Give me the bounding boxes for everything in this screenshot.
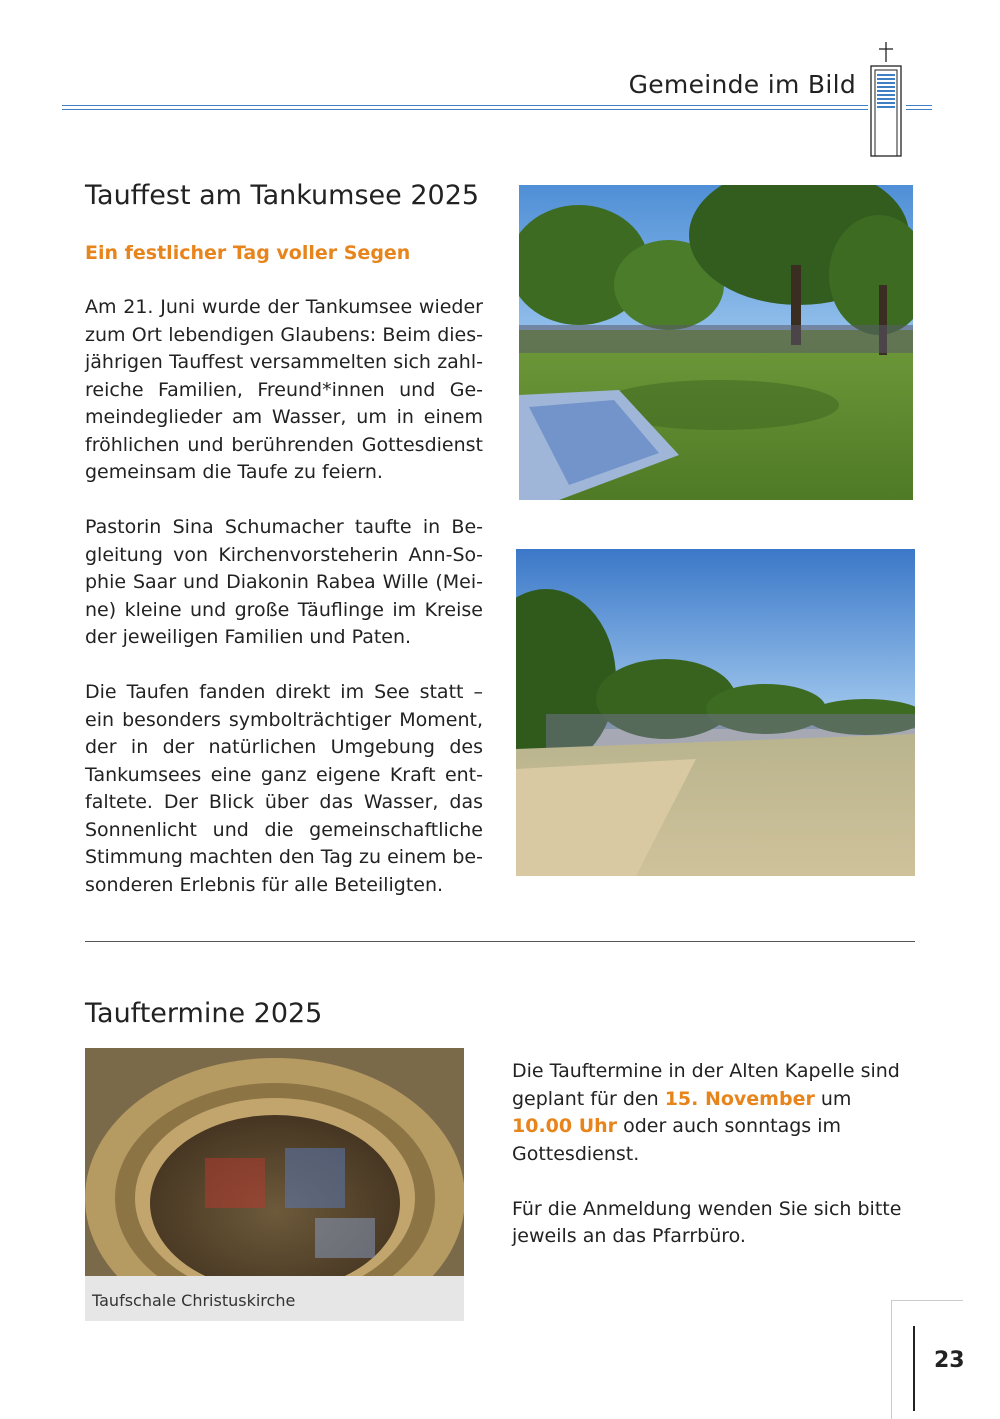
dates-body — [512, 1058, 912, 1278]
dates-text-before: Die Tauftermine in der Alten Kapelle sind geplant für den — [512, 1060, 900, 1110]
section-title: Gemeinde im Bild — [628, 70, 856, 99]
header-rule-top — [62, 105, 868, 106]
dates-title: Tauftermine 2025 — [85, 998, 323, 1029]
article-subtitle: Ein festlicher Tag voller Segen — [85, 242, 411, 264]
header-rule-right-bottom — [906, 109, 932, 110]
header-rule-bottom — [62, 109, 868, 110]
church-tower-icon — [866, 40, 906, 158]
photo-park-gathering — [519, 185, 913, 500]
page-number-bar — [913, 1326, 915, 1411]
footer-corner-rule-vertical — [891, 1300, 892, 1419]
photo-caption: Taufschale Christuskirche — [92, 1291, 296, 1310]
article-paragraph-3: Die Taufen fanden direkt im See statt – ein besonders symbolträchtiger Moment, der in der natürlichen Umgebung des Tankumsees eine ganz eigene Kraft entfaltete. Der Blick über das Wasser, das Sonnenlicht und die gemeinschaftliche Stimmung machten den Tag zu einem besonderen Erlebnis für alle Beteiligten. — [85, 681, 483, 896]
dates-text-between: um — [814, 1087, 852, 1110]
article-paragraph-2: Pastorin Sina Schumacher taufte in Begleitung von Kirchenvorsteherin Ann-Sophie Saar und Diakonin Rabea Wille (Meine) kleine und große Täuflinge im Kreise der jeweiligen Familien und Paten. — [85, 516, 483, 648]
dates-paragraph — [512, 1058, 912, 1168]
header-rule-right-top — [906, 105, 932, 106]
photo-baptismal-font — [85, 1048, 464, 1276]
photo-lake-baptism — [516, 549, 915, 876]
baptism-time: 10.00 Uhr — [512, 1115, 618, 1137]
article-paragraph-1: Am 21. Juni wurde der Tankumsee wieder zum Ort lebendigen Glaubens: Beim diesjährigen Tauffest versammelten sich zahlreiche Familien, Freund*innen und Gemeindeglieder am Wasser, um in einem fröhlichen und berührenden Gottesdienst gemeinsam die Taufe zu feiern. — [85, 296, 483, 483]
footer-corner-rule — [891, 1300, 963, 1301]
section-divider — [85, 941, 915, 942]
dates-text-after: oder auch sonntags im Gottesdienst. — [512, 1115, 842, 1165]
page-number: 23 — [934, 1348, 965, 1373]
dates-contact: Für die Anmeldung wenden Sie sich bitte jeweils an das Pfarrbüro. — [512, 1197, 902, 1247]
baptism-date: 15. November — [664, 1087, 815, 1110]
article-body — [85, 294, 483, 899]
article-title: Tauffest am Tankumsee 2025 — [85, 180, 480, 211]
